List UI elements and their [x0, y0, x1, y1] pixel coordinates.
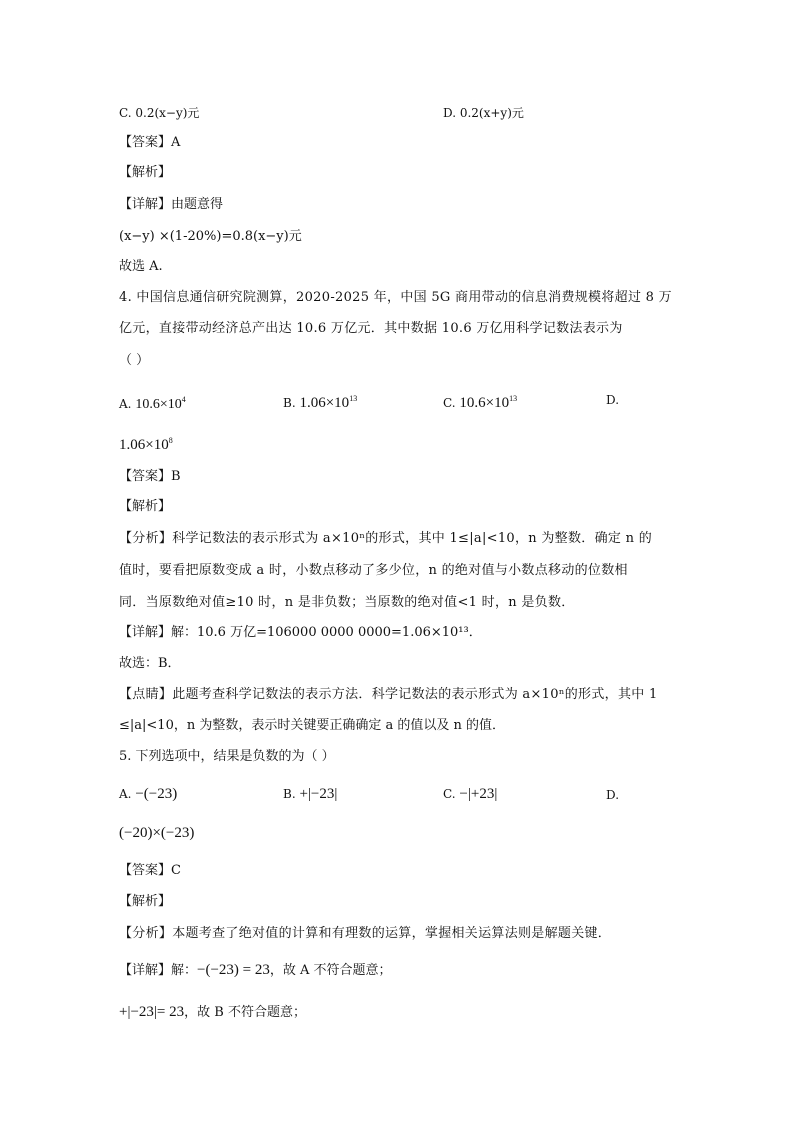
option-c-value: −|+23| [459, 786, 498, 802]
option-b-label: B. [283, 396, 296, 410]
detail-tail: ，故 A 不符合题意； [269, 963, 392, 978]
fenxi-text: 【分析】本题考查了绝对值的计算和有理数的运算，掌握相关运算法则是解题关键． [119, 926, 612, 941]
answer-label: 【答案】C [119, 863, 181, 878]
answer-label: 【答案】B [119, 469, 181, 484]
option-b-label: B. [283, 787, 296, 801]
detail-heading: 【详解】由题意得 [119, 197, 224, 212]
detail-line-2 [119, 1003, 306, 1022]
analysis-label: 【解析】 [119, 499, 172, 514]
detail-label: 【详解】解： [119, 963, 198, 978]
fenxi-line-1: 【分析】科学记数法的表示形式为 a×10ⁿ的形式，其中 1≤|a|<10，n 为整数．确定 n 的 [119, 531, 653, 546]
dianjing-line-1: 【点睛】此题考查科学记数法的表示方法．科学记数法的表示形式为 a×10ⁿ的形式，其中 1 [119, 687, 658, 702]
detail-tail: ，故 B 不符合题意； [184, 1005, 306, 1020]
option-c-label: C. [443, 396, 456, 410]
fenxi-line-3: 同．当原数绝对值≥10 时，n 是非负数；当原数的绝对值<1 时，n 是负数． [119, 595, 575, 610]
detail-expr: −(−23) = 23 [197, 962, 270, 978]
option-a-value: −(−23) [135, 786, 178, 802]
option-b [283, 390, 357, 412]
option-b-value: +|−23| [299, 786, 338, 802]
option-a [119, 785, 177, 803]
option-c: C. 0.2(x−y)元 [119, 106, 200, 120]
question-4-stem-line-3: （ ） [119, 353, 150, 368]
option-b-value: $1.06\times 10^{13}$ [299, 394, 358, 411]
question-4-stem-line-2: 亿元，直接带动经济总产出达 10.6 万亿元．其中数据 10.6 万亿用科学记数法表示为 [119, 321, 623, 336]
detail-expr: +|−23|= 23 [119, 1004, 185, 1020]
option-d-label: D. [606, 393, 620, 407]
question-4-stem-line-1: 4. 中国信息通信研究院测算，2020-2025 年，中国 5G 商用带动的信息消费规模将超过 8 万 [119, 290, 672, 305]
analysis-label: 【解析】 [119, 165, 172, 180]
detail-line-1 [119, 961, 392, 980]
detail-text: 【详解】解：10.6 万亿=106000 0000 0000=1.06×10¹³． [119, 625, 482, 640]
option-c-label: C. [443, 787, 456, 801]
fenxi-line-2: 值时，要看把原数变成 a 时，小数点移动了多少位，n 的绝对值与小数点移动的位数相 [119, 563, 628, 578]
option-c-value: $10.6\times 10^{13}$ [459, 394, 518, 411]
option-d-value: $1.06\times 10^8$ [119, 436, 173, 453]
option-c [443, 785, 497, 803]
option-b [283, 785, 337, 803]
option-a-value: $10.6\times 10^4$ [135, 395, 186, 412]
question-5-stem: 5. 下列选项中，结果是负数的为（ ） [119, 749, 335, 764]
conclusion: 故选：B． [119, 656, 181, 671]
option-d-value: (−20)×(−23) [119, 825, 195, 841]
option-a-label: A. [119, 787, 132, 801]
detail-equation: (x−y) ×(1-20%)=0.8(x−y)元 [119, 229, 302, 244]
option-d: D. 0.2(x+y)元 [443, 106, 524, 120]
dianjing-line-2: ≤|a|<10，n 为整数，表示时关键要正确确定 a 的值以及 n 的值． [119, 718, 505, 733]
option-a-label: A. [119, 397, 132, 411]
answer-label: 【答案】A [119, 135, 181, 150]
option-c [443, 390, 517, 412]
conclusion: 故选 A. [119, 259, 163, 274]
option-a [119, 391, 186, 414]
option-d-label: D. [606, 788, 620, 802]
analysis-label: 【解析】 [119, 894, 172, 909]
